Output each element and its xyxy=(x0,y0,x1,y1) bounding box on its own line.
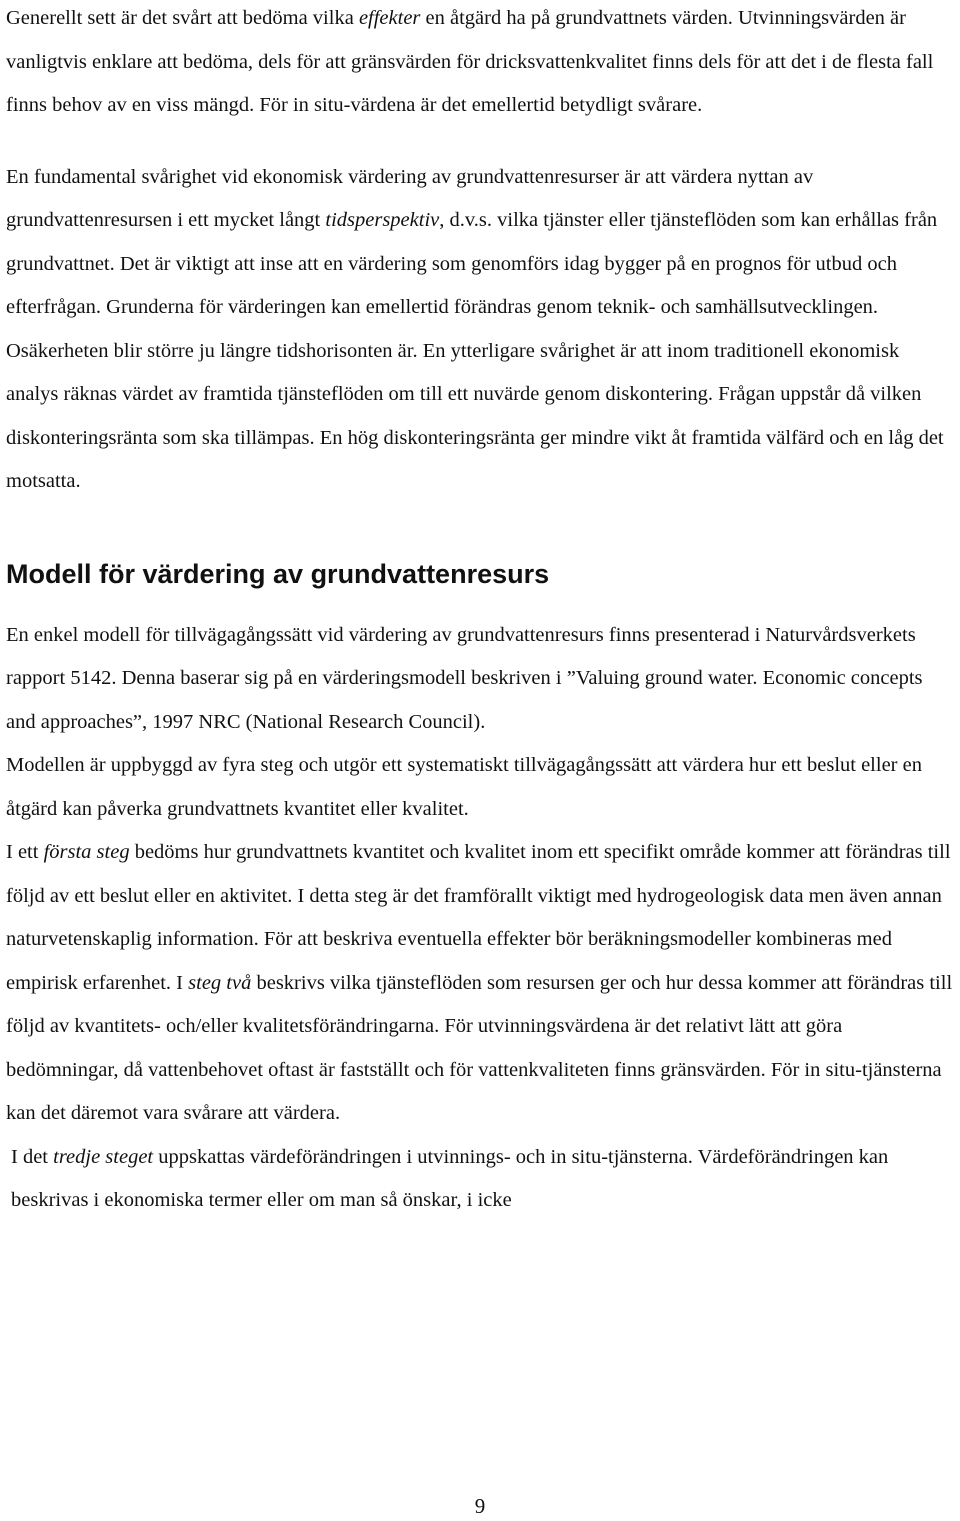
paragraph-effects-text-c: en åtgärd ha på grundvattnets värden. Utvinningsvärden är vanligtvis enklare att bedöma, dels för att gränsvärden för dricksvattenkvalitet finns dels för att det i de flesta fall finns behov av en viss mängd. För in situ-värdena är det emellertid betydligt svårare. xyxy=(6,7,934,116)
paragraph-time-perspective xyxy=(6,156,956,504)
paragraph-time-perspective-text-a: En fundamental svårighet vid ekonomisk värdering av grundvattenresurser är att värdera nyttan av grundvattenresursen i ett mycket långt xyxy=(6,165,814,231)
emphasis-effekter: effekter xyxy=(358,7,421,29)
paragraph-step-three xyxy=(6,1136,956,1223)
paragraph-step-three-text-a: I det xyxy=(11,1145,54,1168)
paragraph-steps-text-a: I ett xyxy=(6,841,44,863)
paragraph-model-structure: Modellen är uppbyggd av fyra steg och utgör ett systematiskt tillvägagångssätt att värdera hur ett beslut eller en åtgärd kan påverka grundvattnets kvantitet eller kvalitet. xyxy=(6,754,922,820)
paragraph-effects-text-a: Generellt sett är det svårt att bedöma vilka xyxy=(6,7,359,29)
paragraph-steps-one-two xyxy=(6,831,956,1136)
paragraph-steps-text-c: bedöms hur grundvattnets kvantitet och kvalitet inom ett specifikt område kommer att förändras till följd av ett beslut eller en aktivitet. I detta steg är det framförallt viktigt med hydrogeologisk data men även annan naturvetenskaplig information. För att beskriva eventuella effekter bör beräkningsmodeller kombineras med empirisk erfarenhet. I xyxy=(6,841,951,994)
paragraph-model-intro: En enkel modell för tillvägagångssätt vid värdering av grundvattenresurs finns presenterad i Naturvårdsverkets rapport 5142. Denna baserar sig på en värderingsmodell beskriven i ”Valuing ground water. Economic concepts and approaches”, 1997 NRC (National Research Council). xyxy=(6,623,923,733)
emphasis-steg-tva: steg två xyxy=(188,971,252,994)
emphasis-tidsperspektiv: tidsperspektiv xyxy=(325,209,440,231)
emphasis-forsta-steg: första steg xyxy=(43,841,130,863)
paragraph-steps-text-e: beskrivs vilka tjänsteflöden som resursen ger och hur dessa kommer att förändras till följd av kvantitets- och/eller kvalitetsförändringarna. För utvinningsvärdena är det relativt lätt att göra bedömningar, då vattenbehovet oftast är fastställt och för vattenkvaliteten finns gränsvärden. För in situ-tjänsterna kan det däremot vara svårare att värdera. xyxy=(6,971,953,1124)
page-number: 9 xyxy=(474,1494,486,1518)
paragraph-time-perspective-text-c: , d.v.s. vilka tjänster eller tjänsteflöden som kan erhållas från grundvattnet. Det är viktigt att inse att en värdering som genomförs idag bygger på en prognos för utbud och efterfrågan. Grunderna för värderingen kan emellertid förändras genom teknik- och samhällsutvecklingen. Osäkerheten blir större ju längre tidshorisonten är. En ytterligare svårighet är att inom traditionell ekonomisk analys räknas värdet av framtida tjänsteflöden om till ett nuvärde genom diskontering. Frågan uppstår då vilken diskonteringsränta som ska tillämpas. En hög diskonteringsränta ger mindre vikt åt framtida välfärd och en låg det motsatta. xyxy=(6,209,944,492)
document-page xyxy=(6,0,956,1223)
paragraph-step-three-text-c: uppskattas värdeförändringen i utvinnings- och in situ-tjänsterna. Värdeförändringen kan beskrivas i ekonomiska termer eller om man så önskar, i icke xyxy=(11,1145,889,1211)
emphasis-tredje-steget: tredje steget xyxy=(53,1145,154,1168)
section-heading: Modell för värdering av grundvattenresurs xyxy=(6,558,550,589)
paragraph-effects xyxy=(6,0,956,128)
